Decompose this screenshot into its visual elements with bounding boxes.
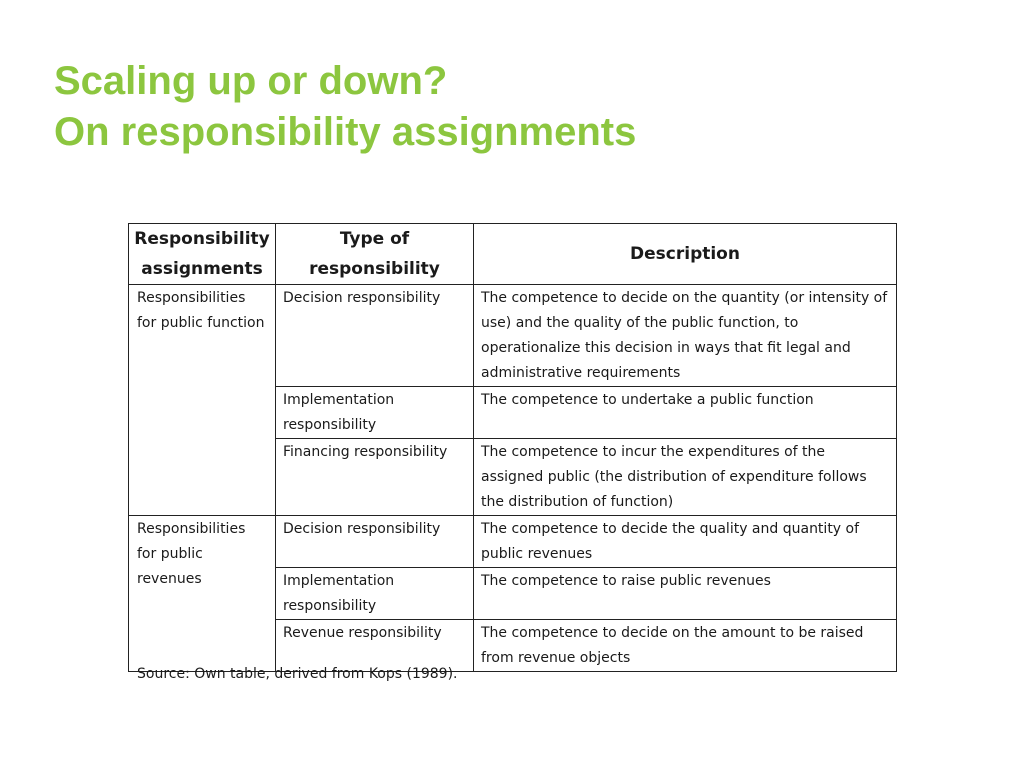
- header-responsibility-assignments: Responsibility assignments: [129, 224, 276, 285]
- row-description: The competence to raise public revenues: [474, 568, 897, 620]
- row-description: The competence to undertake a public function: [474, 387, 897, 439]
- slide-title-line-2: On responsibility assignments: [54, 110, 637, 154]
- table-row: [129, 285, 897, 387]
- header-type-of-responsibility: Type of responsibility: [276, 224, 474, 285]
- row-description: The competence to decide the quality and quantity of public revenues: [474, 516, 897, 568]
- group-label-public-function: Responsibilities for public function: [129, 285, 276, 516]
- responsibility-table: [128, 223, 897, 672]
- row-type: Implementation responsibility: [276, 387, 474, 439]
- header-description: Description: [474, 224, 897, 285]
- slide-title-line-1: Scaling up or down?: [54, 59, 448, 103]
- source-note: Source: Own table, derived from Kops (1989).: [137, 666, 458, 682]
- row-type: Implementation responsibility: [276, 568, 474, 620]
- row-type: Financing responsibility: [276, 439, 474, 516]
- row-type: Revenue responsibility: [276, 620, 474, 672]
- table-header-row: [129, 224, 897, 285]
- row-type: Decision responsibility: [276, 516, 474, 568]
- row-description: The competence to decide on the quantity (or intensity of use) and the quality of the public function, to operationalize this decision in ways that fit legal and administrative requirements: [474, 285, 897, 387]
- row-description: The competence to incur the expenditures of the assigned public (the distribution of expenditure follows the distribution of function): [474, 439, 897, 516]
- slide-title: [54, 56, 636, 158]
- group-label-public-revenues: Responsibilities for public revenues: [129, 516, 276, 672]
- row-description: The competence to decide on the amount to be raised from revenue objects: [474, 620, 897, 672]
- row-type: Decision responsibility: [276, 285, 474, 387]
- table-row: [129, 516, 897, 568]
